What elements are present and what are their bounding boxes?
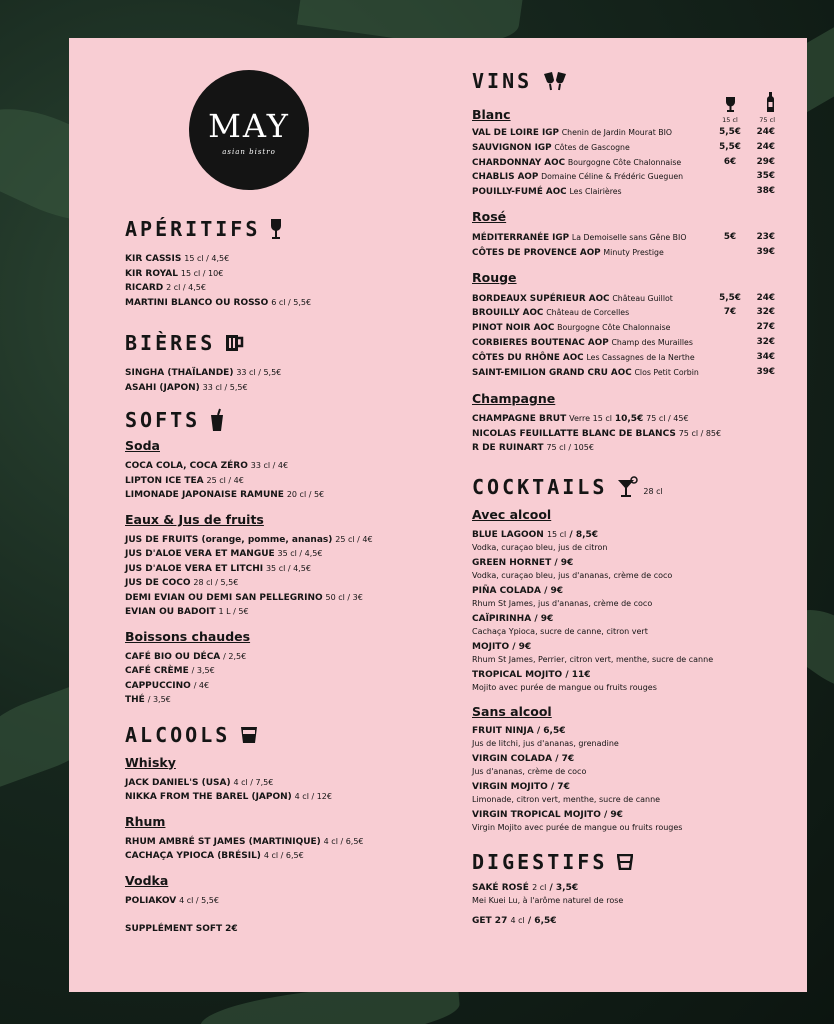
cocktail-size: 28 cl [643,487,663,497]
subsection-title: Rosé [472,208,507,224]
list-item: CHAMPAGNE BRUT Verre 15 cl 10,5€ 75 cl / 45€ [472,414,689,425]
wine-row: POUILLY-FUMÉ AOC Les Clairières 38€ [472,186,775,198]
cocktail-item: TROPICAL MOJITO / 11€ Mojito avec purée de mangue ou fruits rouges [472,669,657,692]
list-item: CAFÉ CRÈME / 3,5€ [125,666,215,676]
list-item: JACK DANIEL'S (USA) 4 cl / 7,5€ [125,777,274,788]
subsection-title: Boissons chaudes [125,628,251,644]
section-title: VINS [472,69,533,93]
section-cocktails [472,474,784,500]
list-item: JUS DE FRUITS (orange, pomme, ananas) 25 cl / 4€ [125,534,373,545]
section-aperitifs [125,216,425,242]
wine-row: CORBIERES BOUTENAC AOP Champ des Murailles 32€ [472,336,775,348]
wine-row: BORDEAUX SUPÉRIEUR AOC Château Guillot 5,5€ 24€ [472,292,775,304]
wine-row: MÉDITERRANÉE IGP La Demoiselle sans Gêne BIO 5€ 23€ [472,231,775,243]
subsection-title: Eaux & Jus de fruits [125,511,264,527]
section-title: COCKTAILS [472,474,608,499]
list-item: THÉ / 3,5€ [125,695,171,705]
list-item: JUS DE COCO 28 cl / 5,5€ [125,578,239,588]
left-column [125,216,425,937]
shot-glass-icon [617,854,633,870]
digestif-item: SAKÉ ROSÉ 2 cl / 3,5€ Mei Kuei Lu, à l'arôme naturel de rose [472,882,624,905]
list-item: LIMONADE JAPONAISE RAMUNE 20 cl / 5€ [125,490,325,500]
cocktail-item: GREEN HORNET / 9€ Vodka, curaçao bleu, jus d'ananas, crème de coco [472,557,673,580]
wine-row: SAUVIGNON IGP Côtes de Gascogne 5,5€ 24€ [472,141,775,153]
supplement-soft: SUPPLÉMENT SOFT 2€ [125,924,238,934]
digestif-item: GET 27 4 cl / 6,5€ [472,915,557,926]
right-column [472,68,784,931]
beer-mug-icon [225,334,245,352]
list-item: CAFÉ BIO OU DÉCA / 2,5€ [125,651,247,662]
list-item: CACHAÇA YPIOCA (BRÉSIL) 4 cl / 6,5€ [125,851,304,861]
cocktail-glass-icon [617,476,639,498]
cheers-glasses-icon [542,71,568,91]
section-softs [125,407,425,433]
wine-glass-icon [726,97,735,112]
bottle-column-header: 75 cl [745,92,775,124]
list-item: R DE RUINART 75 cl / 105€ [472,443,594,454]
cocktail-item: VIRGIN MOJITO / 7€ Limonade, citron vert, menthe, sucre de canne [472,781,661,804]
soft-drink-cup-icon [210,408,224,432]
list-item: ASAHI (JAPON) 33 cl / 5,5€ [125,382,248,393]
cocktail-item: CAÏPIRINHA / 9€ Cachaça Ypioca, sucre de canne, citron vert [472,613,648,636]
wine-row: CHARDONNAY AOC Bourgogne Côte Chalonnaise 6€ 29€ [472,156,775,168]
cocktail-item: FRUIT NINJA / 6,5€ Jus de litchi, jus d'ananas, grenadine [472,725,619,748]
section-title: SOFTS [125,408,201,432]
list-item: CAPPUCCINO / 4€ [125,680,210,691]
logo-tagline: asian bistro [222,148,276,156]
whisky-glass-icon [240,726,258,744]
wine-glass-icon [270,218,282,240]
section-title: APÉRITIFS [125,217,261,241]
subsection-title: Avec alcool [472,506,552,522]
list-item: JUS D'ALOE VERA ET MANGUE 35 cl / 4,5€ [125,549,323,559]
list-item: KIR ROYAL 15 cl / 10€ [125,268,224,279]
section-title: DIGESTIFS [472,849,608,874]
cocktail-item: VIRGIN COLADA / 7€ Jus d'ananas, crème de coco [472,753,587,776]
list-item: COCA COLA, COCA ZÉRO 33 cl / 4€ [125,461,289,471]
logo-name: MAY [208,107,290,145]
menu-card [69,38,807,992]
section-vins [472,68,784,94]
section-title: BIÈRES [125,331,216,355]
list-item: NICOLAS FEUILLATTE BLANC DE BLANCS 75 cl / 85€ [472,428,722,439]
subsection-title: Sans alcool [472,703,552,719]
wine-row: CÔTES DU RHÔNE AOC Les Cassagnes de la Nerthe 34€ [472,351,775,363]
section-digestifs [472,849,784,875]
list-item: SINGHA (THAÏLANDE) 33 cl / 5,5€ [125,368,282,378]
subsection-title: Vodka [125,872,169,888]
wine-row: BROUILLY AOC Château de Corcelles 7€ 32€ [472,307,775,319]
subsection-title: Soda [125,438,160,453]
section-alcools [125,722,425,748]
list-item: MARTINI BLANCO OU ROSSO 6 cl / 5,5€ [125,297,312,308]
wine-row: PINOT NOIR AOC Bourgogne Côte Chalonnaise 27€ [472,322,775,334]
list-item: POLIAKOV 4 cl / 5,5€ [125,895,219,906]
list-item: EVIAN OU BADOIT 1 L / 5€ [125,607,249,617]
list-item: DEMI EVIAN OU DEMI SAN PELLEGRINO 50 cl / 3€ [125,592,363,603]
wine-row: VAL DE LOIRE IGP Chenin de Jardin Mourat BIO 5,5€ 24€ [472,127,775,138]
list-item: LIPTON ICE TEA 25 cl / 4€ [125,475,244,486]
cocktail-item: PIÑA COLADA / 9€ Rhum St James, jus d'ananas, crème de coco [472,585,653,608]
subsection-title: Rouge [472,269,517,285]
cocktail-item: BLUE LAGOON 15 cl / 8,5€ Vodka, curaçao bleu, jus de citron [472,529,608,552]
may-logo [189,70,309,190]
subsection-title: Rhum [125,813,166,829]
wine-bottle-icon [766,92,775,112]
list-item: RHUM AMBRÉ ST JAMES (MARTINIQUE) 4 cl / 6,5€ [125,836,364,847]
section-title: ALCOOLS [125,722,231,747]
wine-row: CÔTES DE PROVENCE AOP Minuty Prestige 39€ [472,246,775,258]
subsection-title: Whisky [125,754,176,770]
wine-row: SAINT-EMILION GRAND CRU AOC Clos Petit Corbin 39€ [472,366,775,378]
list-item: KIR CASSIS 15 cl / 4,5€ [125,254,230,264]
subsection-title: Blanc [472,107,511,122]
wine-row: CHABLIS AOP Domaine Céline & Frédéric Gueguen 35€ [472,171,775,183]
cocktail-item: MOJITO / 9€ Rhum St James, Perrier, citron vert, menthe, sucre de canne [472,641,714,664]
list-item: RICARD 2 cl / 4,5€ [125,283,206,293]
subsection-title: Champagne [472,391,556,407]
list-item: JUS D'ALOE VERA ET LITCHI 35 cl / 4,5€ [125,563,311,574]
cocktail-item: VIRGIN TROPICAL MOJITO / 9€ Virgin Mojito avec purée de mangue ou fruits rouges [472,809,683,832]
section-bieres [125,330,425,356]
glass-column-header: 15 cl [715,97,745,124]
list-item: NIKKA FROM THE BAREL (JAPON) 4 cl / 12€ [125,792,332,802]
